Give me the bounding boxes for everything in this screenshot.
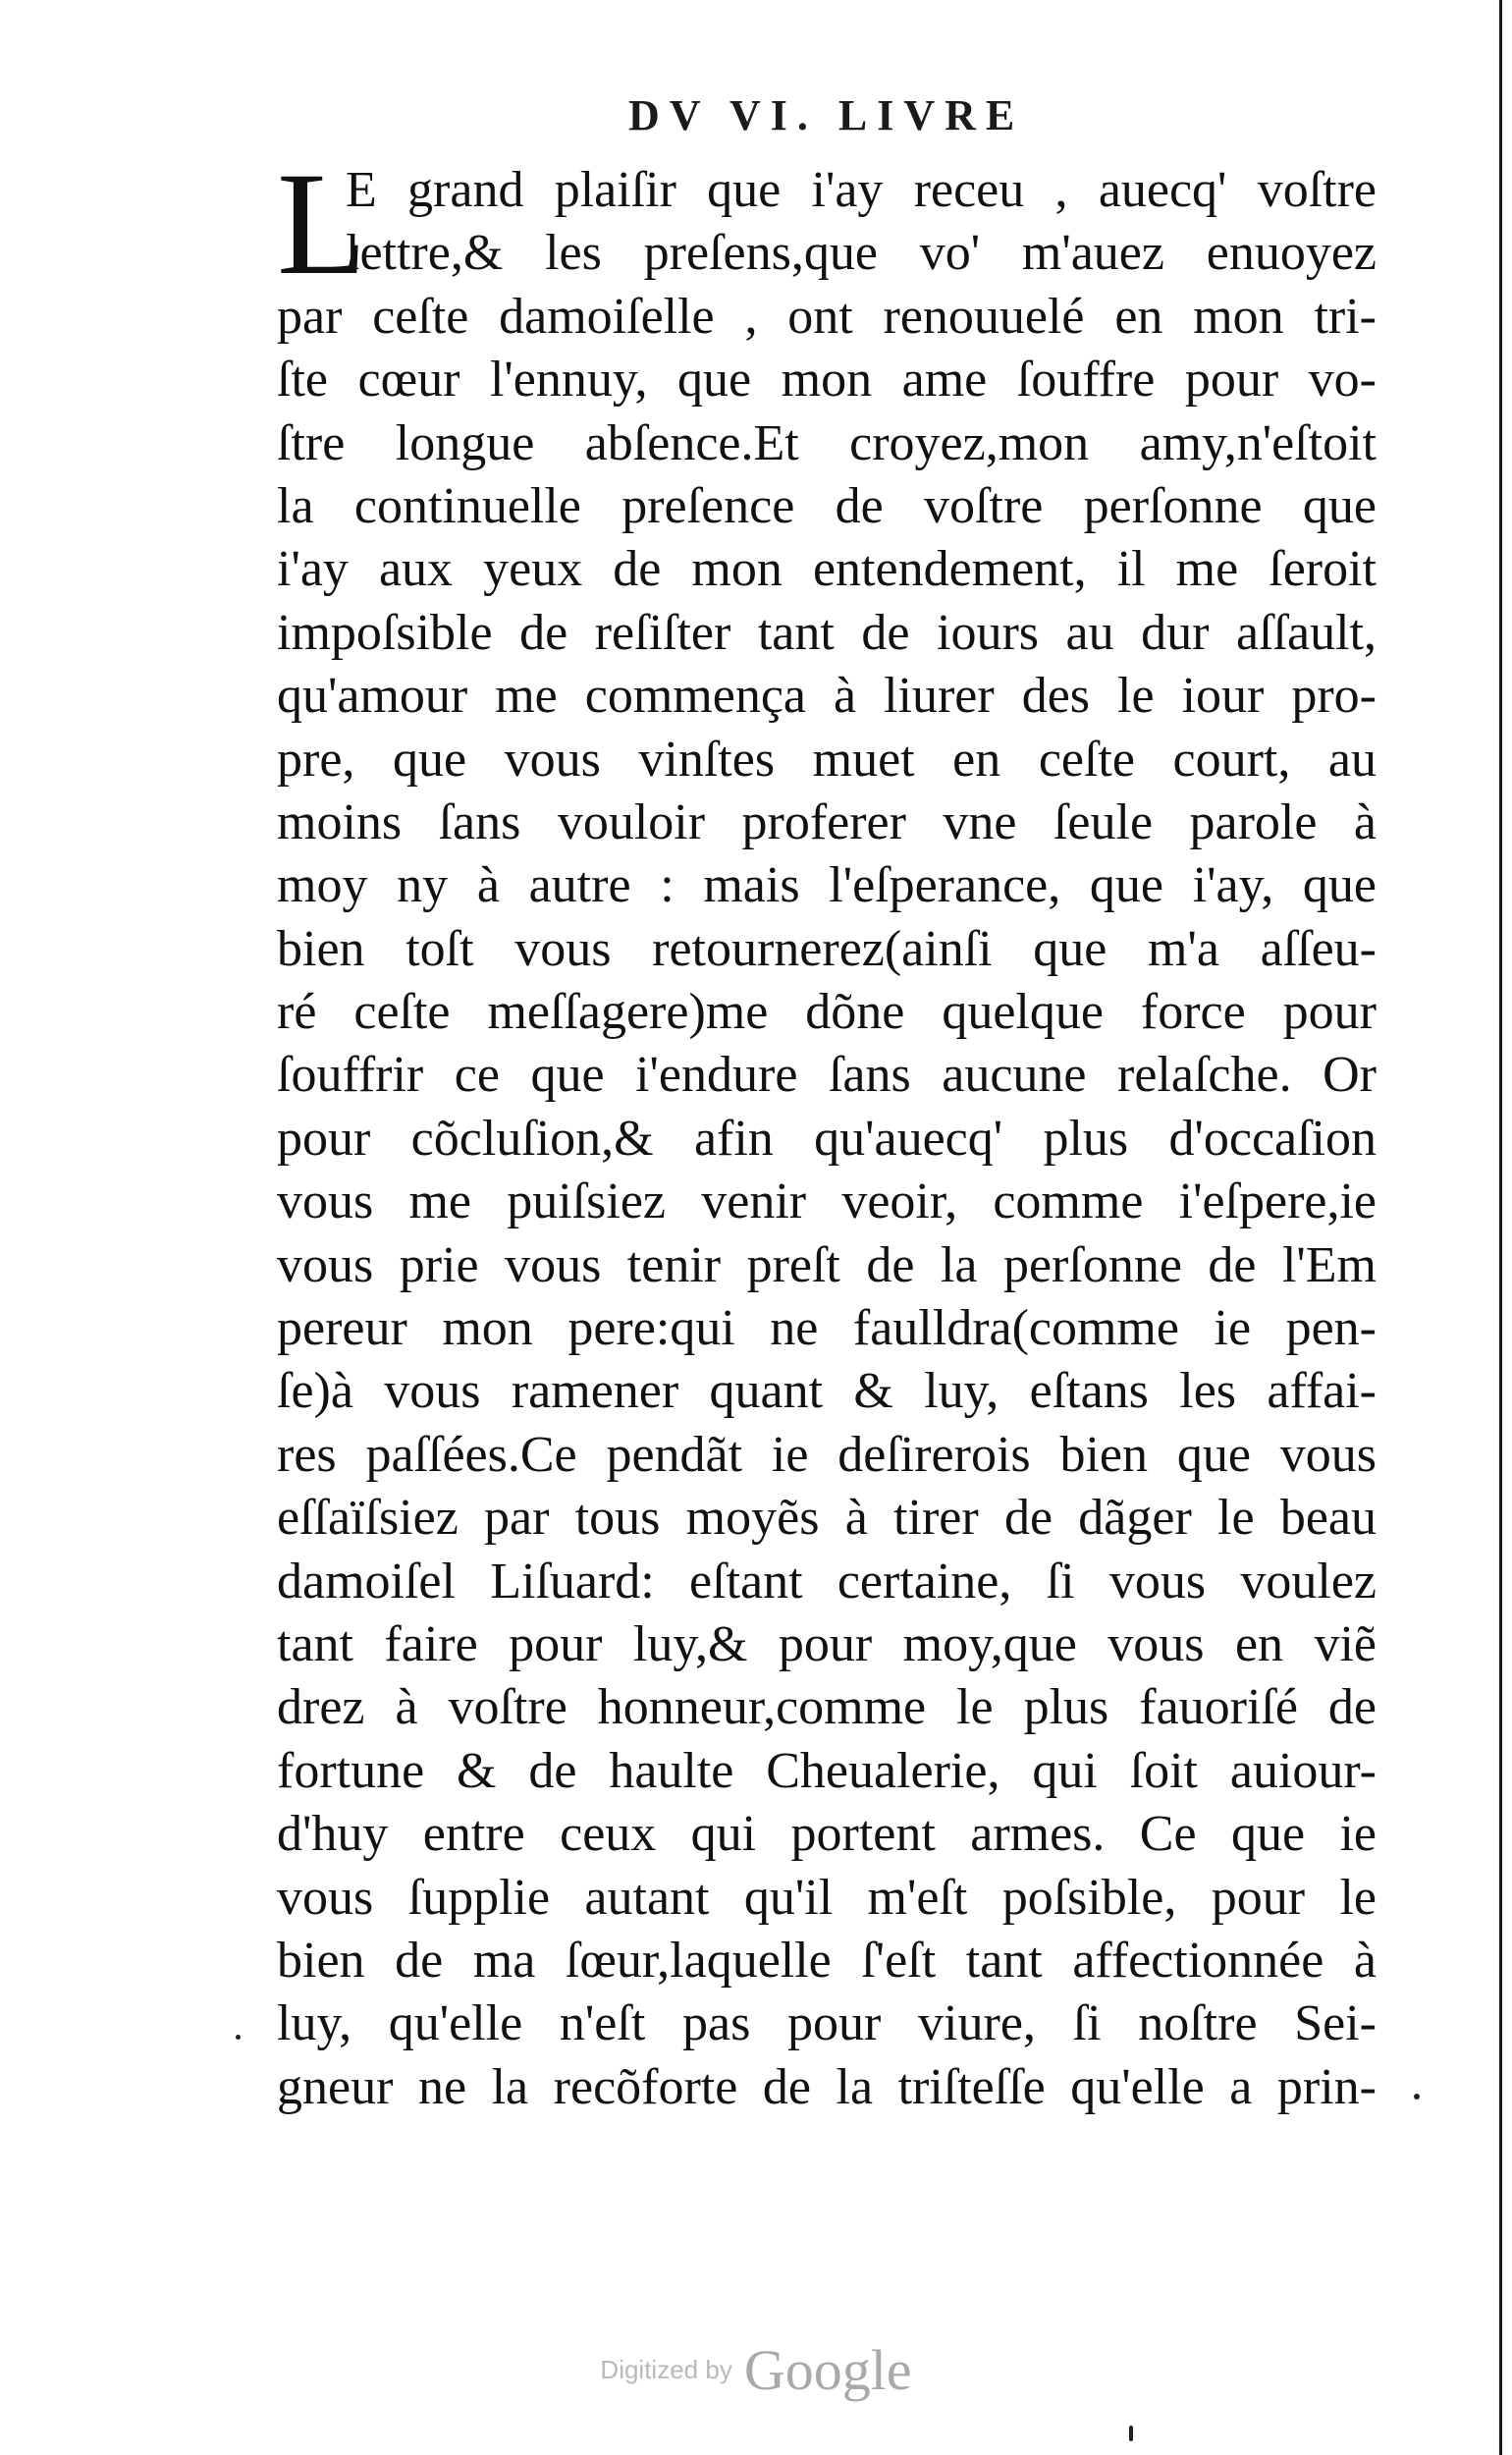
- ink-speck: [1129, 2426, 1133, 2441]
- text-line: pereur mon pere:qui ne faulldra(comme ie pen-: [277, 1300, 1377, 1357]
- text-line: damoiſel Liſuard: eſtant certaine, ſi vous voulez: [277, 1553, 1377, 1609]
- page-edge-line: [1499, 0, 1502, 2455]
- body-text: [277, 142, 1377, 2119]
- text-line: vous ſupplie autant qu'il m'eſt poſsible, pour le: [277, 1869, 1377, 1926]
- text-line: res paſſées.Ce pendãt ie deſirerois bien que vous: [277, 1426, 1377, 1483]
- text-line: E grand plaiſir que i'ay receu , auecq' voſtre: [346, 162, 1377, 218]
- text-line: ré ceſte meſſagere)me dõne quelque force pour: [277, 984, 1377, 1041]
- text-line: lettre,& les preſens,que vo' m'auez enuoyez: [346, 225, 1377, 282]
- digitized-by-label: Digitized by: [600, 2355, 732, 2384]
- text-line: drez à voſtre honneur,comme le plus fauoriſé de: [277, 1679, 1377, 1736]
- digitized-by-google-watermark: [0, 2337, 1512, 2403]
- text-line: ſtre longue abſence.Et croyez,mon amy,n'eſtoit: [277, 414, 1377, 471]
- running-head: DV VI. LIVRE: [628, 91, 1025, 139]
- text-line: pour cõcluſion,& afin qu'auecq' plus d'occaſion: [277, 1110, 1377, 1167]
- text-line: la continuelle preſence de voſtre perſonne que: [277, 477, 1377, 534]
- text-line: bien de ma ſœur,laquelle ſ'eſt tant affectionnée à: [277, 1932, 1377, 1989]
- text-line: fortune & de haulte Cheualerie, qui ſoit auiour-: [277, 1742, 1377, 1799]
- text-line: eſſaïſsiez par tous moyẽs à tirer de dãger le beau: [277, 1490, 1377, 1547]
- text-line: vous prie vous tenir preſt de la perſonne de l'Em: [277, 1236, 1377, 1293]
- text-line: par ceſte damoiſelle , ont renouuelé en mon tri-: [277, 288, 1377, 345]
- ink-speck: [1414, 2094, 1420, 2100]
- drop-cap: L: [277, 142, 367, 305]
- text-line: vous me puiſsiez venir veoir, comme i'eſpere,ie: [277, 1173, 1377, 1230]
- text-line: i'ay aux yeux de mon entendement, il me ſeroit: [277, 541, 1377, 598]
- text-line: pre, que vous vinſtes muet en ceſte court, au: [277, 731, 1377, 788]
- google-logo: Google: [743, 2338, 912, 2402]
- text-line: gneur ne la recõforte de la triſteſſe qu'elle a prin-: [277, 2058, 1377, 2115]
- text-line: bien toſt vous retournerez(ainſi que m'a aſſeu-: [277, 920, 1377, 977]
- text-line: luy, qu'elle n'eſt pas pour viure, ſi noſtre Sei-: [277, 1995, 1377, 2052]
- text-line: d'huy entre ceux qui portent armes. Ce que ie: [277, 1806, 1377, 1863]
- text-line: ſouffrir ce que i'endure ſans aucune relaſche. Or: [277, 1047, 1377, 1104]
- text-line: moins ſans vouloir proferer vne ſeule parole à: [277, 793, 1377, 850]
- text-line: impoſsible de reſiſter tant de iours au dur aſſault,: [277, 604, 1377, 661]
- text-line: tant faire pour luy,& pour moy,que vous en viẽ: [277, 1615, 1377, 1672]
- text-line: ſte cœur l'ennuy, que mon ame ſouffre pour vo-: [277, 352, 1377, 409]
- text-line: qu'amour me commença à liurer des le iour pro-: [277, 668, 1377, 725]
- text-line: moy ny à autre : mais l'eſperance, que i'ay, que: [277, 857, 1377, 914]
- text-line: ſe)à vous ramener quant & luy, eſtans les affai-: [277, 1363, 1377, 1420]
- ink-speck: [236, 2035, 241, 2040]
